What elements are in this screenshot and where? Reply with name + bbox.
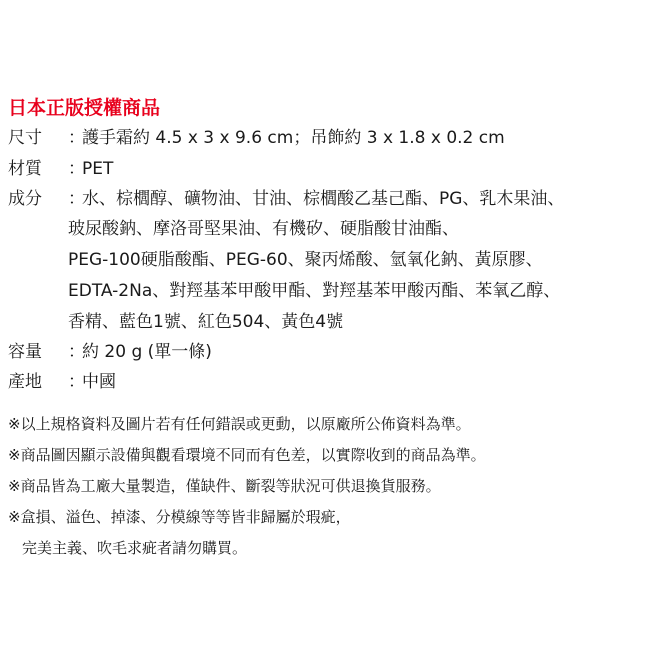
spec-material: [8, 158, 113, 180]
spec-origin: [8, 371, 116, 393]
spec-ingredients-label: 成分: [8, 189, 42, 209]
spec-origin-label: 產地: [8, 372, 42, 392]
spec-ingredients-colon: ：: [68, 189, 85, 209]
spec-size: [8, 127, 505, 149]
page-title: 日本正版授權商品: [8, 97, 161, 119]
note-continuation: 完美主義、吹毛求疵者請勿購買。: [22, 539, 248, 557]
ingredients-line: PEG-100硬脂酸酯、PEG-60、聚丙烯酸、氫氧化鈉、黃原膠、: [68, 250, 543, 270]
spec-origin-value: 中國: [82, 372, 116, 392]
ingredients-line: 水、棕櫚醇、礦物油、甘油、棕櫚酸乙基己酯、PG、乳木果油、: [82, 189, 565, 209]
spec-capacity-label: 容量: [8, 342, 42, 362]
note-line: ※商品皆為工廠大量製造，僅缺件、斷裂等狀況可供退換貨服務。: [8, 477, 441, 495]
ingredients-line: 香精、藍色1號、紅色504、黃色4號: [68, 312, 344, 332]
ingredients-line: 玻尿酸鈉、摩洛哥堅果油、有機矽、硬脂酸甘油酯、: [68, 219, 459, 239]
spec-material-colon: ：: [68, 159, 85, 179]
spec-material-value: PET: [82, 159, 114, 179]
spec-size-colon: ：: [68, 128, 85, 148]
spec-size-label: 尺寸: [8, 128, 42, 148]
spec-size-value: 護手霜約 4.5 x 3 x 9.6 cm；吊飾約 3 x 1.8 x 0.2 cm: [82, 128, 505, 148]
spec-material-label: 材質: [8, 159, 42, 179]
note-line: ※商品圖因顯示設備與觀看環境不同而有色差，以實際收到的商品為準。: [8, 446, 486, 464]
spec-capacity-colon: ：: [68, 342, 85, 362]
spec-origin-colon: ：: [68, 372, 85, 392]
note-line: ※盒損、溢色、掉漆、分模線等等皆非歸屬於瑕疵，: [8, 508, 351, 526]
spec-capacity-value: 約 20 g (單一條): [82, 342, 212, 362]
ingredients-line: EDTA-2Na、對羥基苯甲酸甲酯、對羥基苯甲酸丙酯、苯氧乙醇、: [68, 281, 561, 301]
spec-ingredients: [8, 188, 564, 210]
spec-capacity: [8, 341, 212, 363]
note-line: ※以上規格資料及圖片若有任何錯誤或更動，以原廠所公佈資料為準。: [8, 415, 471, 433]
